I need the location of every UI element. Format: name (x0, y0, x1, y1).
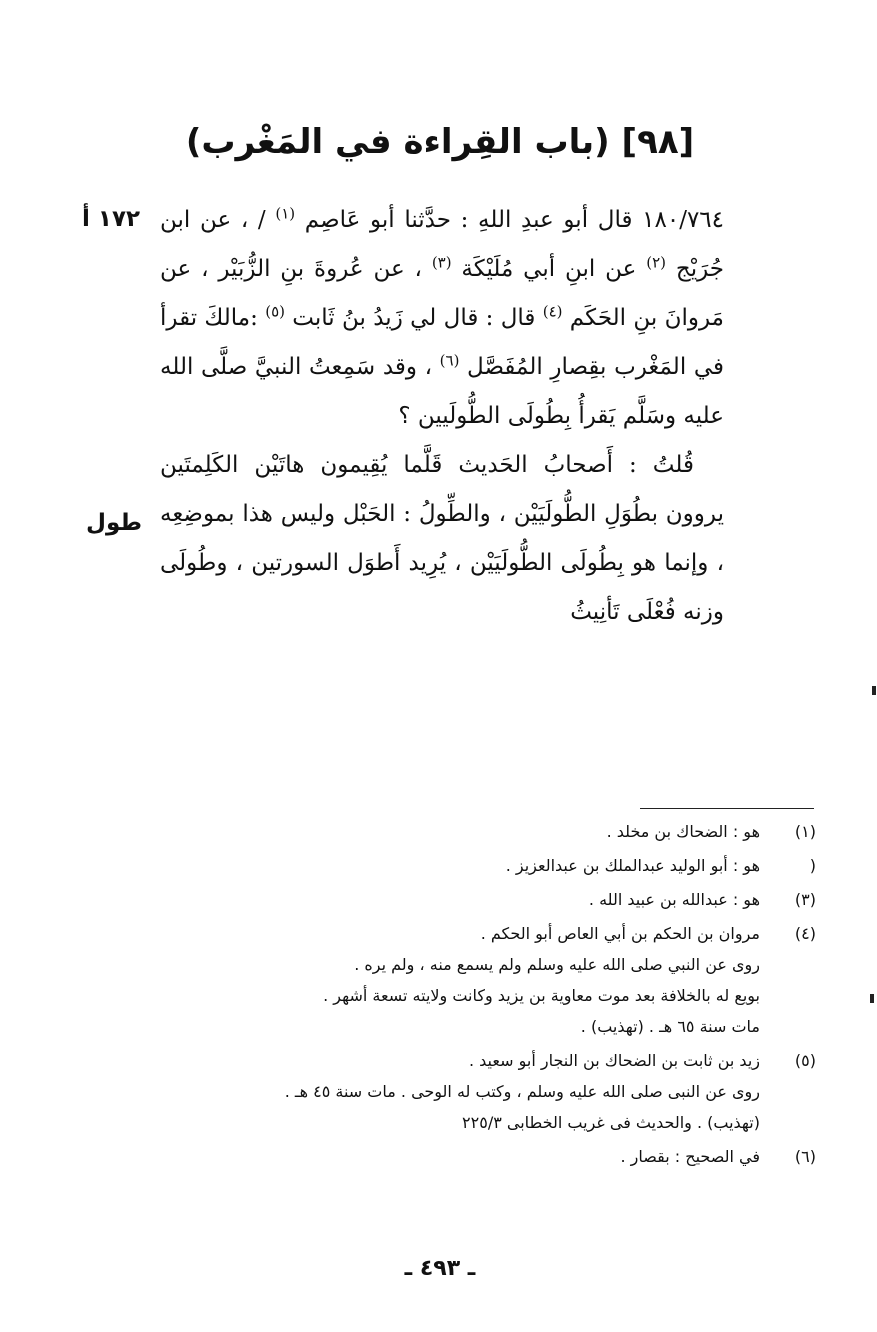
footnote-number: (١) (794, 822, 816, 841)
footnote-line: روى عن النبي صلى الله عليه وسلم ولم يسمع منه ، ولم يره . (354, 955, 760, 974)
footnote-line: في الصحيح : بقصار . (620, 1147, 760, 1166)
footnote-body (150, 1045, 760, 1138)
footnote-number: (٥) (794, 1051, 816, 1070)
text-run: / ، عن ابن جُرَيْج (160, 207, 724, 282)
footnote-body (150, 850, 760, 881)
footnote-number: (٤) (794, 924, 816, 943)
main-text (160, 196, 724, 637)
footnote-number: (٦) (794, 1147, 816, 1166)
footnote-item (150, 918, 822, 1042)
footnote-item (150, 1045, 822, 1138)
footnote-item (150, 850, 822, 881)
footnote-ref: (٥) (265, 302, 285, 321)
text-run: قال : قال لي زَيدُ بنُ ثَابت (284, 305, 543, 331)
chapter-title: [٩٨] (باب القِراءة في المَغْرب) (185, 122, 695, 162)
footnote-ref: (٢) (646, 253, 666, 272)
margin-folio-note: ١٧٢ أ (82, 206, 141, 232)
footnote-item (150, 884, 822, 915)
footnote-ref: (١) (275, 204, 296, 223)
footnote-body (150, 918, 760, 1042)
footnote-line: هو : الضحاك بن مخلد . (606, 822, 760, 841)
footnote-ref: (٦) (439, 351, 460, 370)
text-run: ١٨٠/٧٦٤ قال أبو عبدِ اللهِ : حدَّثنا أبو عَاصِم (295, 207, 725, 233)
footnote-line: بويع له بالخلافة بعد موت معاوية بن يزيد وكانت ولايته تسعة أشهر . (323, 986, 760, 1005)
footnote-item (150, 816, 822, 847)
footnote-ref: (٣) (431, 253, 452, 272)
edge-mark (872, 686, 876, 695)
footnote-ref: (٤) (542, 302, 563, 321)
footnote-line: (تهذيب) . والحديث فى غريب الخطابى ٢٢٥/٣ (462, 1113, 760, 1132)
footnote-item (150, 1141, 822, 1172)
text-run: ، وقد سَمِعتُ النبيَّ صلَّى الله عليه وسَلَّم يَقرأُ بِطُولَى الطُّولَيين ؟ (160, 354, 724, 429)
footnote-number: (٣) (794, 890, 816, 909)
footnote-body (150, 1141, 760, 1172)
hadith-paragraph (160, 196, 724, 441)
footnote-separator (640, 808, 814, 809)
footnote-body (150, 816, 760, 847)
footnote-body (150, 884, 760, 915)
text-run: ، عن عُروةَ بنِ الزُّبَيْر ، عن مَروانَ بنِ الحَكَم (160, 256, 724, 331)
commentary-paragraph: قُلتُ : أَصحابُ الحَديث قَلَّما يُقِيمون هاتَيْن الكَلِمتَين يروون بطُوَلِ الطُّولَيَيْن ، والطِّولُ : الحَبْل وليس هذا بموضِعِه ، وإنما هو بِطُولَى الطُّولَيَيْن ، يُرِيد أَطوَل السورتين ، وطُولَى وزنه فُعْلَى تَأنِيثُ (160, 452, 724, 625)
footnote-line: هو : أبو الوليد عبدالملك بن عبدالعزيز . (505, 856, 760, 875)
margin-root-note: طول (86, 510, 143, 536)
footnote-line: زيد بن ثابت بن الضحاك بن النجار أبو سعيد . (468, 1051, 760, 1070)
footnote-line: مات سنة ٦٥ هـ . (تهذيب) . (580, 1017, 760, 1036)
footnote-line: هو : عبدالله بن عبيد الله . (588, 890, 760, 909)
footnotes (150, 816, 822, 1175)
footnote-line: روى عن النبى صلى الله عليه وسلم ، وكتب له الوحى . مات سنة ٤٥ هـ . (284, 1082, 760, 1101)
edge-mark (870, 994, 874, 1003)
text-run: :مالكَ تقرأ في المَغْرب بقِصارِ المُفَصَّل (159, 305, 724, 380)
page-number: ـ ٤٩٣ ـ (404, 1256, 476, 1281)
text-run: عن ابنِ أبي مُلَيْكَة (451, 256, 647, 282)
footnote-line: مروان بن الحكم بن أبي العاص أبو الحكم . (480, 924, 760, 943)
footnote-number: ( (809, 856, 816, 875)
